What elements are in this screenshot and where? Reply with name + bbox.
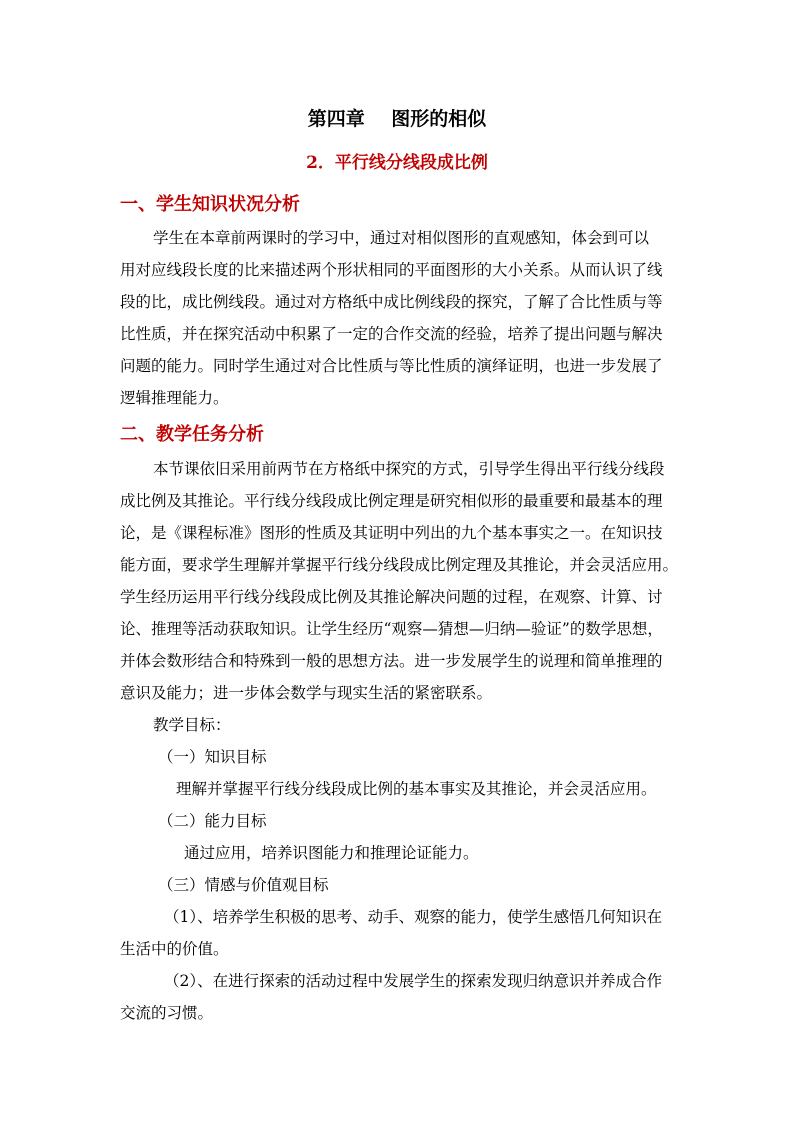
goal-emotion-item: 交流的习惯。 [120,1004,214,1022]
goal-ability-label: （二）能力目标 [158,812,267,830]
paragraph-line: 段的比，成比例线段。通过对方格纸中成比例线段的探究，了解了合比性质与等 [120,293,663,311]
heading-student-knowledge: 一、学生知识状况分析 [120,194,300,215]
chapter-title: 第四章 图形的相似 [307,108,487,130]
paragraph-line: 用对应线段长度的比来描述两个形状相同的平面图形的大小关系。从而认识了线 [120,261,663,279]
paragraph-line: 本节课依旧采用前两节在方格纸中探究的方式，引导学生得出平行线分线段 [153,460,665,478]
goal-emotion-label: （三）情感与价值观目标 [158,876,329,894]
paragraph-line: 逻辑推理能力。 [120,389,229,407]
section-title: 2．平行线分线段成比例 [306,153,488,173]
paragraph-line: 论、推理等活动获取知识。让学生经历“观察—猜想—归纳—验证”的数学思想， [120,620,663,638]
paragraph-line: 并体会数形结合和特殊到一般的思想方法。进一步发展学生的说理和简单推理的 [120,652,663,670]
paragraph-line: 问题的能力。同时学生通过对合比性质与等比性质的演绎证明，也进一步发展了 [120,357,663,375]
goal-emotion-item: 生活中的价值。 [120,940,229,958]
paragraph-line: 意识及能力；进一步体会数学与现实生活的紧密联系。 [120,684,493,702]
paragraph-line: 能方面，要求学生理解并掌握平行线分线段成比例定理及其推论，并会灵活应用。 [120,556,679,574]
goal-knowledge-label: （一）知识目标 [158,748,267,766]
goal-emotion-item: （1）、培养学生积极的思考、动手、观察的能力，使学生感悟几何知识在 [164,908,663,926]
goal-knowledge-text: 理解并掌握平行线分线段成比例的基本事实及其推论，并会灵活应用。 [176,780,657,798]
goal-ability-text: 通过应用，培养识图能力和推理论证能力。 [184,844,479,862]
paragraph-line: 学生在本章前两课时的学习中，通过对相似图形的直观感知，体会到可以 [153,229,650,247]
paragraph-line: 比性质，并在探究活动中积累了一定的合作交流的经验，培养了提出问题与解决 [120,325,663,343]
goal-emotion-item: （2）、在进行探索的活动过程中发展学生的探索发现归纳意识并养成合作 [164,972,663,990]
paragraph-line: 成比例及其推论。平行线分线段成比例定理是研究相似形的最重要和最基本的理 [120,492,663,510]
paragraph-line: 学生经历运用平行线分线段成比例及其推论解决问题的过程，在观察、计算、讨 [120,588,663,606]
goals-label: 教学目标： [153,716,231,734]
heading-teaching-task: 二、教学任务分析 [120,424,264,445]
paragraph-line: 论，是《课程标准》图形的性质及其证明中列出的九个基本事实之一。在知识技 [120,524,663,542]
